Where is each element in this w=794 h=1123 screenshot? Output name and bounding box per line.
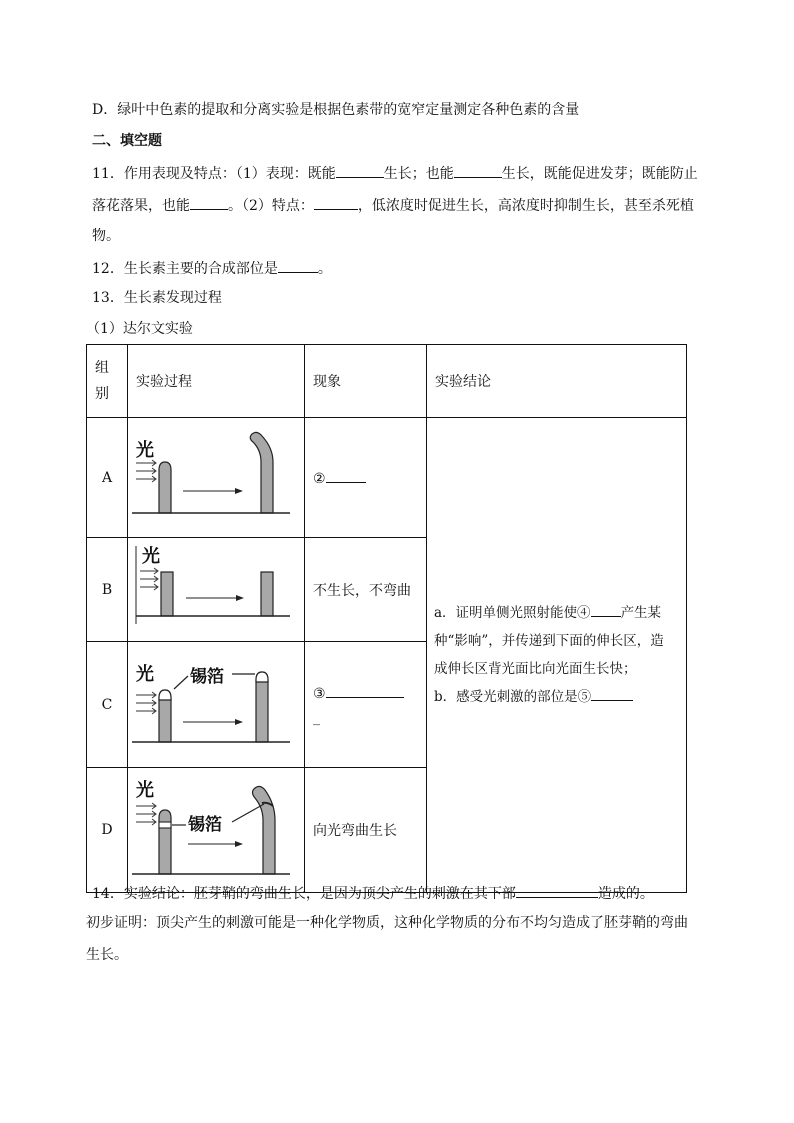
conclusion-cell <box>427 418 687 893</box>
row-b-phenomenon <box>305 538 427 642</box>
figure-d-foil-below-tip <box>128 768 296 888</box>
q11-text-b: 生长；也能 <box>383 166 454 182</box>
foil-label: 锡箔 <box>190 667 224 687</box>
prelim-text-b: 生长。 <box>86 947 128 963</box>
conclusion-line-b1 <box>434 683 686 711</box>
light-label: 光 <box>136 664 154 685</box>
q14-blank[interactable] <box>516 883 598 898</box>
q13-line <box>92 288 222 308</box>
conclusion-text <box>427 599 686 711</box>
conclusion-blank-5[interactable] <box>591 686 633 701</box>
option-d <box>92 100 579 120</box>
row-d-figure-cell <box>128 768 305 893</box>
row-b-label: B <box>101 581 113 598</box>
darwin-experiment-table <box>86 344 687 893</box>
q11-text-f: ，低浓度时促进生长，高浓度时抑制生长，甚至杀死植 <box>357 198 694 214</box>
row-b-phen-text: 不生长，不弯曲 <box>313 582 411 599</box>
header-phenomenon-text: 现象 <box>313 374 341 390</box>
q11-text-a: 11．作用表现及特点：（1）表现：既能 <box>92 166 336 182</box>
conclusion-a1-tail: 产生某 <box>620 605 662 621</box>
q11-text-e: 。（2）特点： <box>228 198 314 214</box>
row-c-blank[interactable] <box>326 683 404 698</box>
prelim-text-a: 初步证明：顶尖产生的刺激可能是一种化学物质，这种化学物质的分布不均匀造成了胚芽鞘的弯曲 <box>86 915 688 931</box>
q11-line1 <box>92 163 698 184</box>
q13-text: 13．生长素发现过程 <box>92 290 222 306</box>
foil-label: 锡箔 <box>188 815 222 835</box>
row-d-label: D <box>101 822 113 838</box>
q11-text-c: 生长，既能促进发芽；既能防止 <box>501 166 698 182</box>
row-a-blank[interactable] <box>326 468 366 483</box>
q14-text-b: 造成的。 <box>597 886 654 902</box>
row-d-group <box>87 768 128 893</box>
header-conclusion-text: 实验结论 <box>435 374 491 390</box>
section-title-text: 二、填空题 <box>92 133 162 149</box>
light-label: 光 <box>142 546 160 567</box>
q14-line <box>92 883 654 904</box>
header-process <box>128 345 305 418</box>
q11-blank-1[interactable] <box>336 163 384 178</box>
header-conclusion <box>427 345 687 418</box>
row-a-phen-number: ② <box>313 471 326 487</box>
row-c-label: C <box>101 696 113 713</box>
figure-c-foil-cap <box>128 642 296 763</box>
row-a-phenomenon <box>305 418 427 538</box>
row-a-label: A <box>101 469 113 486</box>
q11-blank-4[interactable] <box>314 195 358 210</box>
row-c-group <box>87 642 128 768</box>
light-label: 光 <box>136 780 154 801</box>
q13-sub-text: （1）达尔文实验 <box>86 321 193 337</box>
option-d-text: D．绿叶中色素的提取和分离实验是根据色素带的宽窄定量测定各种色素的含量 <box>92 102 580 118</box>
q11-blank-2[interactable] <box>454 163 502 178</box>
table-row <box>87 418 687 538</box>
header-group-char2: 别 <box>95 386 109 402</box>
row-b-group <box>87 538 128 642</box>
conclusion-b1-text: b．感受光刺激的部位是⑤ <box>434 689 592 705</box>
figure-b-tip-removed <box>128 538 296 637</box>
conclusion-line-a2: 种“影响”，并传递到下面的伸长区，造 <box>434 633 664 649</box>
q11-line2 <box>92 195 694 216</box>
q13-sub-line <box>86 319 193 339</box>
q11-blank-3[interactable] <box>190 195 228 210</box>
header-phenomenon <box>305 345 427 418</box>
row-d-phen-text: 向光弯曲生长 <box>313 823 397 839</box>
q11-line3 <box>92 226 120 246</box>
q11-text-d: 落花落果，也能 <box>92 198 190 214</box>
q11-text-g: 物。 <box>92 228 120 244</box>
conclusion-line-a3: 成伸长区背光面比向光面生长快； <box>434 661 637 677</box>
row-a-group <box>87 418 128 538</box>
q12-blank[interactable] <box>278 258 318 273</box>
q14-text-a: 14．实验结论：胚芽鞘的弯曲生长，是因为顶尖产生的刺激在其下部 <box>92 886 516 902</box>
header-process-text: 实验过程 <box>136 374 192 390</box>
row-c-phen-number: ③ <box>313 686 326 702</box>
header-group <box>87 345 128 418</box>
figure-a-light-bend <box>128 418 296 533</box>
light-label: 光 <box>136 440 154 461</box>
prelim-line1 <box>86 913 688 933</box>
conclusion-blank-4[interactable] <box>591 602 621 617</box>
row-b-figure-cell <box>128 538 305 642</box>
q12-text-a: 12．生长素主要的合成部位是 <box>92 261 278 277</box>
prelim-line2 <box>86 945 128 965</box>
table-header-row <box>87 345 687 418</box>
header-group-char1: 组 <box>95 360 109 376</box>
row-c-phen-tail: _ <box>313 710 320 726</box>
section-title <box>92 131 162 151</box>
row-c-figure-cell <box>128 642 305 768</box>
q12-line <box>92 258 332 279</box>
conclusion-line-a1 <box>434 599 686 627</box>
conclusion-a1-text: a．证明单侧光照射能使④ <box>434 605 591 621</box>
row-c-phenomenon <box>305 642 427 768</box>
row-d-phenomenon <box>305 768 427 893</box>
q12-text-b: 。 <box>317 261 332 277</box>
row-a-figure-cell <box>128 418 305 538</box>
